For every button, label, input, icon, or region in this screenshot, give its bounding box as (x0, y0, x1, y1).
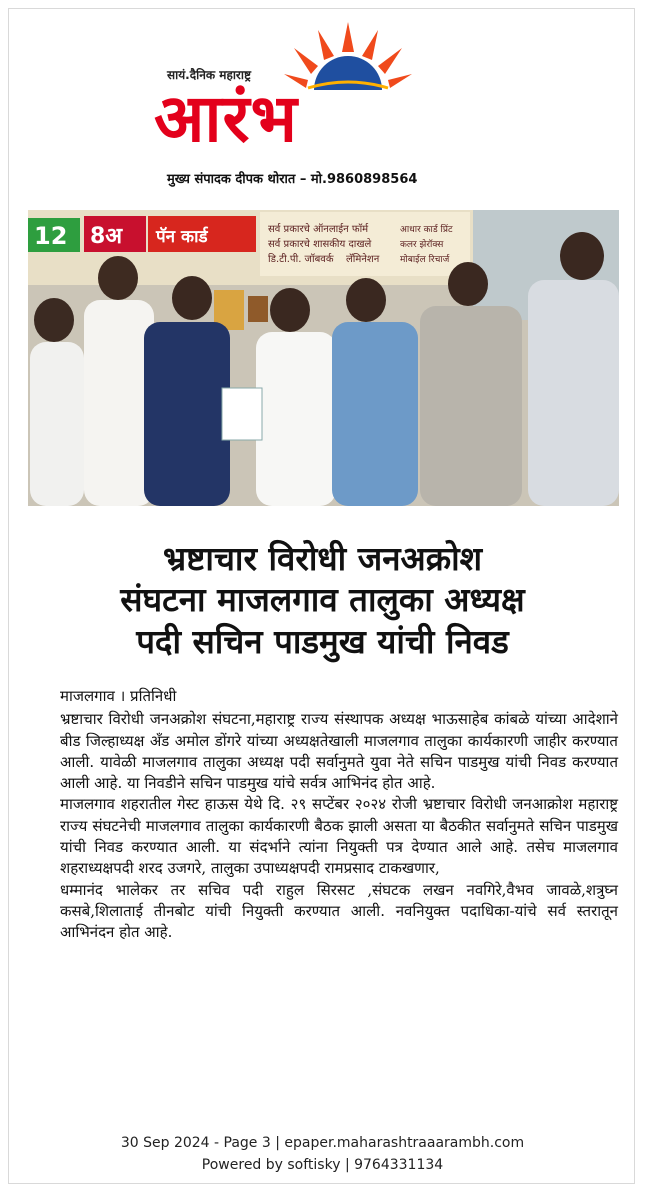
sign-service-4: लॅमिनेशन (346, 254, 380, 265)
sign-pan-card: पॅन कार्ड (156, 227, 208, 247)
news-photo (28, 210, 619, 506)
article-paragraph-3: धम्मानंद भालेकर तर सचिव पदी राहुल सिरसट ,संघटक लखन नवगिरे,वैभव जावळे,शत्रुघ्न कसबे,शिलाताई तीनबोट यांची नियुक्ती करण्यात आली. नवनियुक्त पदाधिका-यांचे सर्व स्तरातून आभिनंदन होत आहे. (60, 880, 618, 942)
sign-number-1: 12 (34, 222, 68, 250)
editor-contact-line: मुख्य संपादक दीपक थोरात – मो.9860898564 (167, 172, 418, 187)
sign-service-6: कलर झेरॉक्स (400, 240, 444, 250)
article-paragraph-2: माजलगाव शहरातील गेस्ट हाऊस येथे दि. २९ सप्टेंबर २०२४ रोजी भ्रष्टाचार विरोधी जनआक्रोश महाराष्ट्र राज्य संघटनेची माजलगाव तालुका कार्यकारणी बैठक झाली असता या बैठकीत सर्वानुमते सचिन पाडमुख यांची निवड करण्यात आली. या संदर्भाने त्यांना नियुक्ती पत्र देण्यात आले आहे. तसेच माजलगाव शहराध्यक्षपदी शरद उजगरे, तालुका उपाध्यक्षपदी रामप्रसाद टाकखणार, (60, 795, 618, 878)
article-dateline: माजलगाव । प्रतिनिधी (60, 687, 177, 705)
sign-service-3: डि.टी.पी. जॉबवर्क (268, 254, 334, 265)
page-footer (0, 1132, 645, 1177)
footer-date-page-url: 30 Sep 2024 - Page 3 | epaper.maharashtraaarambh.com (120, 1135, 525, 1151)
headline-line-3: पदी सचिन पाडमुख यांची निवड (136, 621, 509, 661)
masthead-tagline: सायं.दैनिक महाराष्ट्र (167, 68, 251, 82)
article-paragraph-1: भ्रष्टाचार विरोधी जनअक्रोश संघटना,महाराष्ट्र राज्य संस्थापक अध्यक्ष भाऊसाहेब कांबळे यांच्या आदेशाने बीड जिल्हाध्यक्ष अँड अमोल डोंगरे यांच्या अध्यक्षतेखाली माजलगाव तालुका कार्यकारणी जाहीर करण्यात आली. यावेळी माजलगाव तालुका अध्यक्ष पदी सर्वानुमते युवा नेते सचिन पाडमुख यांची निवड करण्यात आली आहे. या निवडीने सचिन पाडमुख यांचे सर्वत्र आभिनंद होत आहे. (60, 710, 618, 793)
sign-service-2: सर्व प्रकारचे शासकीय दाखले (268, 239, 372, 250)
article-body (60, 686, 618, 944)
sign-service-5: आधार कार्ड प्रिंट (400, 225, 453, 235)
headline-line-1: भ्रष्टाचार विरोधी जनअक्रोश (162, 539, 483, 579)
group-photo-illustration (28, 210, 619, 506)
sunrise-logo-icon (278, 18, 418, 108)
footer-powered-by: Powered by softisky | 9764331134 (201, 1157, 444, 1174)
headline-line-2: संघटना माजलगाव तालुका अध्यक्ष (120, 580, 525, 620)
sign-service-7: मोबाईल रिचार्ज (400, 255, 450, 265)
masthead (150, 18, 495, 193)
sign-number-2: 8अ (90, 224, 123, 249)
sign-service-1: सर्व प्रकारचे ऑनलाईन फॉर्म (268, 224, 369, 235)
masthead-logo: आरंभ (154, 80, 298, 157)
article-headline (20, 538, 625, 662)
